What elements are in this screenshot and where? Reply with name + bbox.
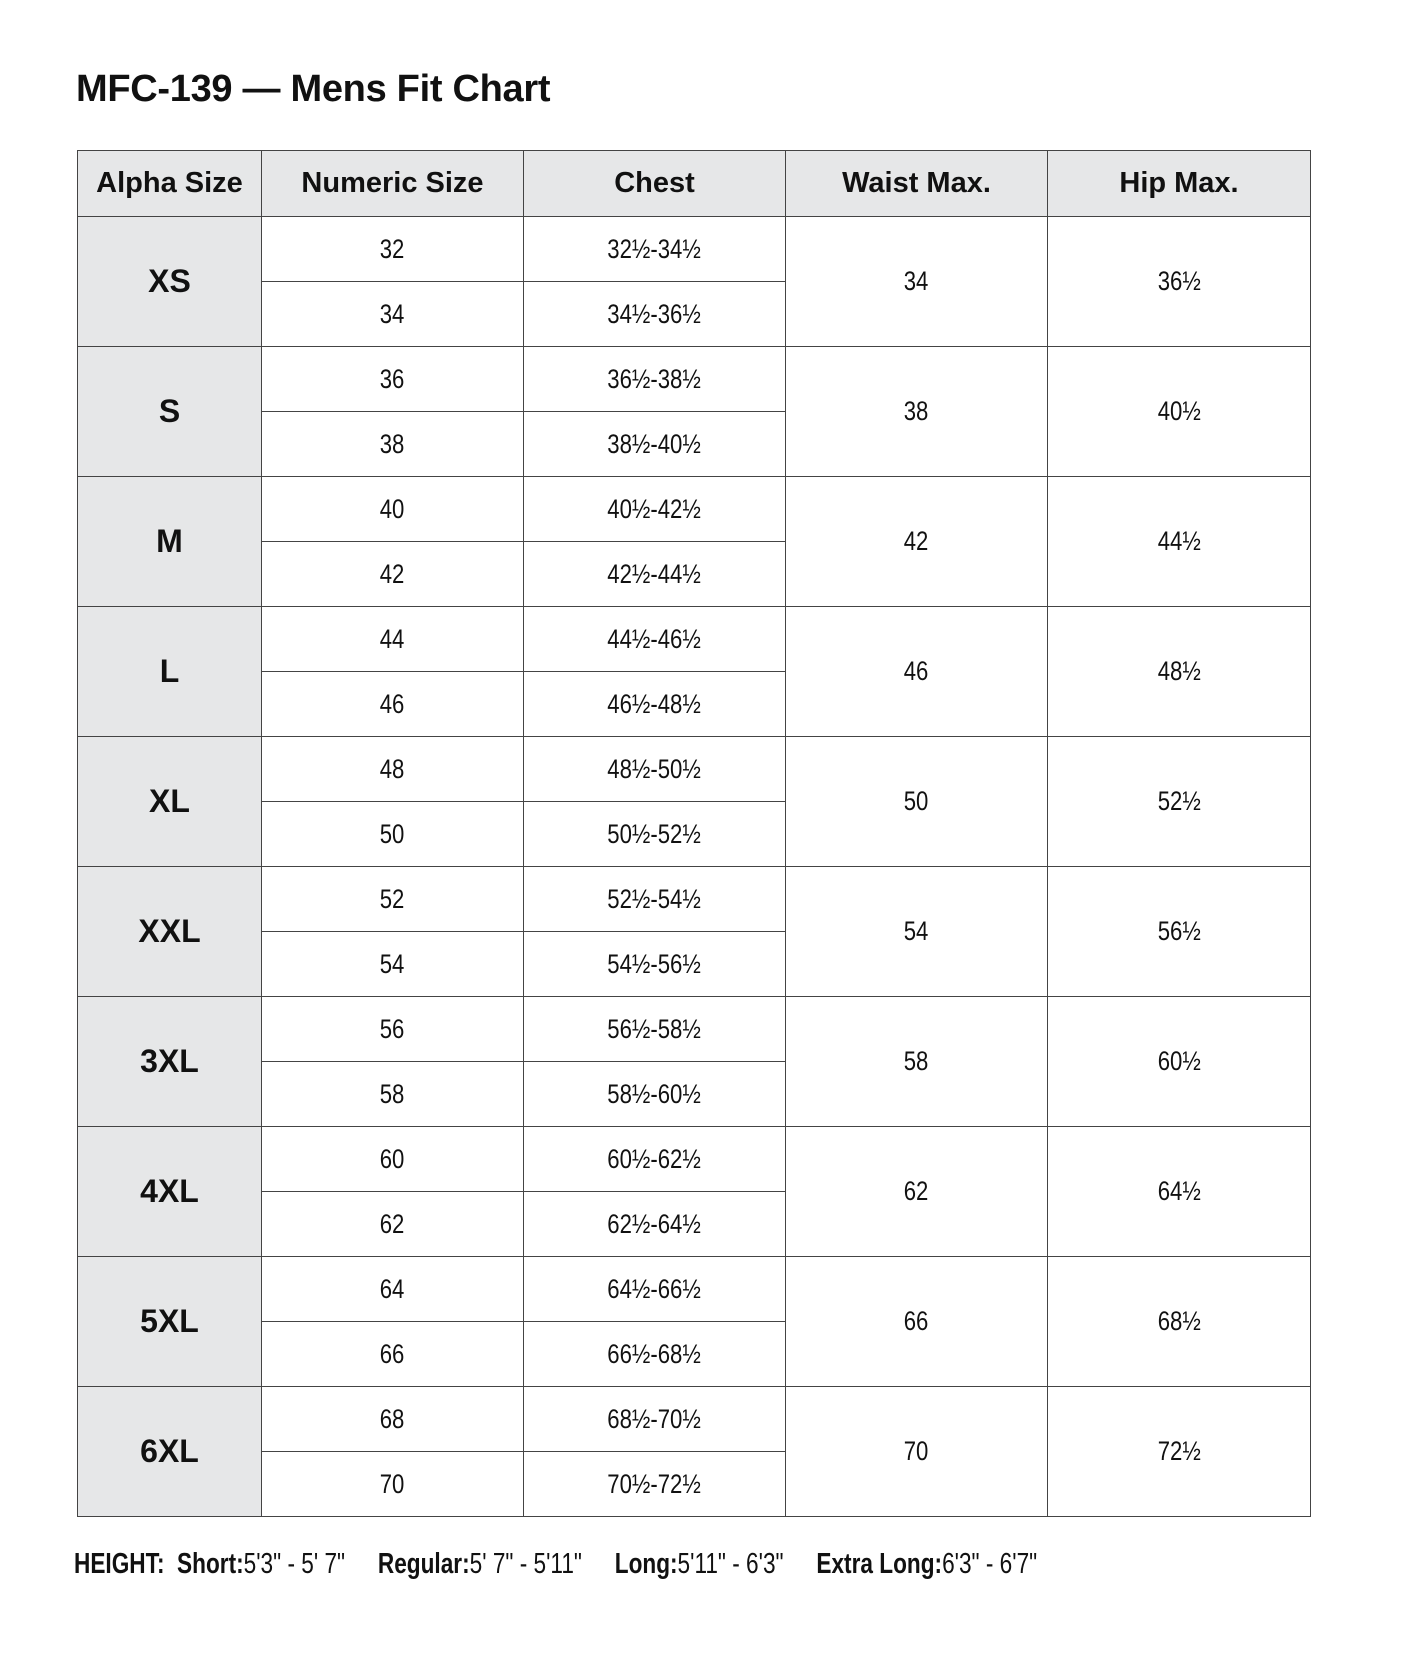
numeric-size-cell — [262, 1322, 524, 1387]
table-body — [78, 217, 1311, 1517]
chest-cell — [524, 1062, 786, 1127]
hip-max-cell — [1048, 1127, 1311, 1257]
waist-max-cell — [786, 477, 1048, 607]
chest-cell — [524, 997, 786, 1062]
height-regular-label: Regular: — [377, 1548, 470, 1580]
chest-cell — [524, 282, 786, 347]
chest-value: 42½-44½ — [607, 558, 702, 589]
table-row — [78, 607, 1311, 672]
chest-cell — [524, 347, 786, 412]
chest-value: 40½-42½ — [607, 493, 702, 524]
table-row — [78, 1127, 1311, 1192]
waist-max-cell — [786, 1127, 1048, 1257]
numeric-size-cell — [262, 672, 524, 737]
numeric-size-value: 70 — [380, 1468, 405, 1499]
waist-max-value: 70 — [904, 1436, 929, 1466]
hip-max-cell — [1048, 1387, 1311, 1517]
waist-max-cell — [786, 1387, 1048, 1517]
chest-value: 52½-54½ — [607, 883, 702, 914]
height-extra-long-label: Extra Long: — [816, 1548, 943, 1580]
waist-max-value: 58 — [904, 1046, 929, 1076]
numeric-size-value: 54 — [380, 948, 405, 979]
hip-max-value: 52½ — [1157, 786, 1201, 816]
numeric-size-cell — [262, 867, 524, 932]
header-hip-max: Hip Max. — [1048, 151, 1311, 217]
height-regular-value: 5' 7" - 5'11" — [469, 1548, 582, 1580]
numeric-size-cell — [262, 282, 524, 347]
chest-cell — [524, 672, 786, 737]
waist-max-cell — [786, 347, 1048, 477]
alpha-size-cell: 4XL — [78, 1127, 262, 1257]
chest-cell — [524, 1322, 786, 1387]
chest-value: 48½-50½ — [607, 753, 702, 784]
chest-value: 56½-58½ — [607, 1013, 702, 1044]
chest-cell — [524, 607, 786, 672]
numeric-size-cell — [262, 1257, 524, 1322]
alpha-size-cell: 3XL — [78, 997, 262, 1127]
chest-cell — [524, 932, 786, 997]
chest-cell — [524, 477, 786, 542]
waist-max-cell — [786, 607, 1048, 737]
hip-max-value: 68½ — [1157, 1306, 1201, 1336]
fit-chart-table — [77, 150, 1311, 1517]
waist-max-value: 62 — [904, 1176, 929, 1206]
height-long-label: Long: — [614, 1548, 678, 1580]
hip-max-cell — [1048, 997, 1311, 1127]
numeric-size-value: 42 — [380, 558, 405, 589]
numeric-size-cell — [262, 607, 524, 672]
alpha-size-cell: 6XL — [78, 1387, 262, 1517]
waist-max-value: 42 — [904, 526, 929, 556]
numeric-size-value: 64 — [380, 1273, 405, 1304]
numeric-size-value: 52 — [380, 883, 405, 914]
numeric-size-cell — [262, 1387, 524, 1452]
chest-value: 36½-38½ — [607, 363, 702, 394]
chest-cell — [524, 867, 786, 932]
chest-cell — [524, 412, 786, 477]
chest-value: 64½-66½ — [607, 1273, 702, 1304]
chest-value: 46½-48½ — [607, 688, 702, 719]
chest-value: 44½-46½ — [607, 623, 702, 654]
chest-cell — [524, 1192, 786, 1257]
chest-value: 58½-60½ — [607, 1078, 702, 1109]
numeric-size-cell — [262, 932, 524, 997]
numeric-size-value: 68 — [380, 1403, 405, 1434]
numeric-size-value: 58 — [380, 1078, 405, 1109]
numeric-size-value: 62 — [380, 1208, 405, 1239]
hip-max-cell — [1048, 347, 1311, 477]
height-legend — [74, 1548, 1343, 1581]
numeric-size-cell — [262, 997, 524, 1062]
height-long-value: 5'11" - 6'3" — [677, 1548, 784, 1580]
numeric-size-value: 60 — [380, 1143, 405, 1174]
numeric-size-cell — [262, 347, 524, 412]
table-row — [78, 477, 1311, 542]
alpha-size-cell: XS — [78, 217, 262, 347]
chest-value: 50½-52½ — [607, 818, 702, 849]
hip-max-cell — [1048, 1257, 1311, 1387]
height-extra-long — [816, 1548, 1037, 1580]
header-alpha-size: Alpha Size — [78, 151, 262, 217]
chest-cell — [524, 542, 786, 607]
hip-max-cell — [1048, 737, 1311, 867]
chest-cell — [524, 1257, 786, 1322]
hip-max-value: 36½ — [1157, 266, 1201, 296]
hip-max-value: 60½ — [1157, 1046, 1201, 1076]
alpha-size-cell: M — [78, 477, 262, 607]
numeric-size-value: 44 — [380, 623, 405, 654]
numeric-size-value: 56 — [380, 1013, 405, 1044]
hip-max-cell — [1048, 867, 1311, 997]
chest-value: 60½-62½ — [607, 1143, 702, 1174]
hip-max-value: 44½ — [1157, 526, 1201, 556]
numeric-size-value: 32 — [380, 233, 405, 264]
numeric-size-value: 34 — [380, 298, 405, 329]
waist-max-value: 34 — [904, 266, 929, 296]
numeric-size-cell — [262, 1452, 524, 1517]
chest-cell — [524, 802, 786, 867]
numeric-size-value: 40 — [380, 493, 405, 524]
alpha-size-cell: XXL — [78, 867, 262, 997]
chest-value: 34½-36½ — [607, 298, 702, 329]
hip-max-cell — [1048, 217, 1311, 347]
numeric-size-value: 38 — [380, 428, 405, 459]
numeric-size-cell — [262, 1127, 524, 1192]
height-short — [177, 1548, 345, 1580]
hip-max-cell — [1048, 607, 1311, 737]
chest-value: 62½-64½ — [607, 1208, 702, 1239]
table-row — [78, 737, 1311, 802]
hip-max-value: 56½ — [1157, 916, 1201, 946]
numeric-size-value: 36 — [380, 363, 405, 394]
chest-value: 70½-72½ — [607, 1468, 702, 1499]
chest-cell — [524, 217, 786, 282]
height-label: HEIGHT: — [74, 1548, 165, 1580]
waist-max-cell — [786, 997, 1048, 1127]
page-title: MFC-139 — Mens Fit Chart — [76, 68, 551, 110]
numeric-size-cell — [262, 412, 524, 477]
table-row — [78, 1387, 1311, 1452]
numeric-size-value: 50 — [380, 818, 405, 849]
chest-cell — [524, 1452, 786, 1517]
numeric-size-cell — [262, 802, 524, 867]
waist-max-value: 66 — [904, 1306, 929, 1336]
height-extra-long-value: 6'3" - 6'7" — [942, 1548, 1038, 1580]
hip-max-value: 40½ — [1157, 396, 1201, 426]
waist-max-value: 46 — [904, 656, 929, 686]
numeric-size-cell — [262, 737, 524, 802]
chest-cell — [524, 1387, 786, 1452]
numeric-size-cell — [262, 542, 524, 607]
numeric-size-cell — [262, 1062, 524, 1127]
chest-value: 32½-34½ — [607, 233, 702, 264]
table-row — [78, 347, 1311, 412]
numeric-size-cell — [262, 217, 524, 282]
waist-max-cell — [786, 737, 1048, 867]
table-row — [78, 867, 1311, 932]
waist-max-value: 50 — [904, 786, 929, 816]
height-regular — [378, 1548, 582, 1580]
hip-max-cell — [1048, 477, 1311, 607]
chest-value: 54½-56½ — [607, 948, 702, 979]
waist-max-cell — [786, 867, 1048, 997]
numeric-size-value: 66 — [380, 1338, 405, 1369]
waist-max-cell — [786, 1257, 1048, 1387]
waist-max-value: 54 — [904, 916, 929, 946]
alpha-size-cell: S — [78, 347, 262, 477]
hip-max-value: 72½ — [1157, 1436, 1201, 1466]
hip-max-value: 64½ — [1157, 1176, 1201, 1206]
waist-max-cell — [786, 217, 1048, 347]
header-waist-max: Waist Max. — [786, 151, 1048, 217]
table-row — [78, 997, 1311, 1062]
header-chest: Chest — [524, 151, 786, 217]
table-row — [78, 217, 1311, 282]
chest-value: 68½-70½ — [607, 1403, 702, 1434]
waist-max-value: 38 — [904, 396, 929, 426]
chest-cell — [524, 1127, 786, 1192]
numeric-size-cell — [262, 1192, 524, 1257]
chest-value: 38½-40½ — [607, 428, 702, 459]
alpha-size-cell: L — [78, 607, 262, 737]
numeric-size-value: 46 — [380, 688, 405, 719]
chest-cell — [524, 737, 786, 802]
header-row — [78, 151, 1311, 217]
numeric-size-cell — [262, 477, 524, 542]
header-numeric-size: Numeric Size — [262, 151, 524, 217]
table-row — [78, 1257, 1311, 1322]
alpha-size-cell: 5XL — [78, 1257, 262, 1387]
alpha-size-cell: XL — [78, 737, 262, 867]
height-short-label: Short: — [177, 1548, 244, 1580]
height-short-value: 5'3" - 5' 7" — [243, 1548, 346, 1580]
chest-value: 66½-68½ — [607, 1338, 702, 1369]
numeric-size-value: 48 — [380, 753, 405, 784]
hip-max-value: 48½ — [1157, 656, 1201, 686]
height-long — [615, 1548, 784, 1580]
